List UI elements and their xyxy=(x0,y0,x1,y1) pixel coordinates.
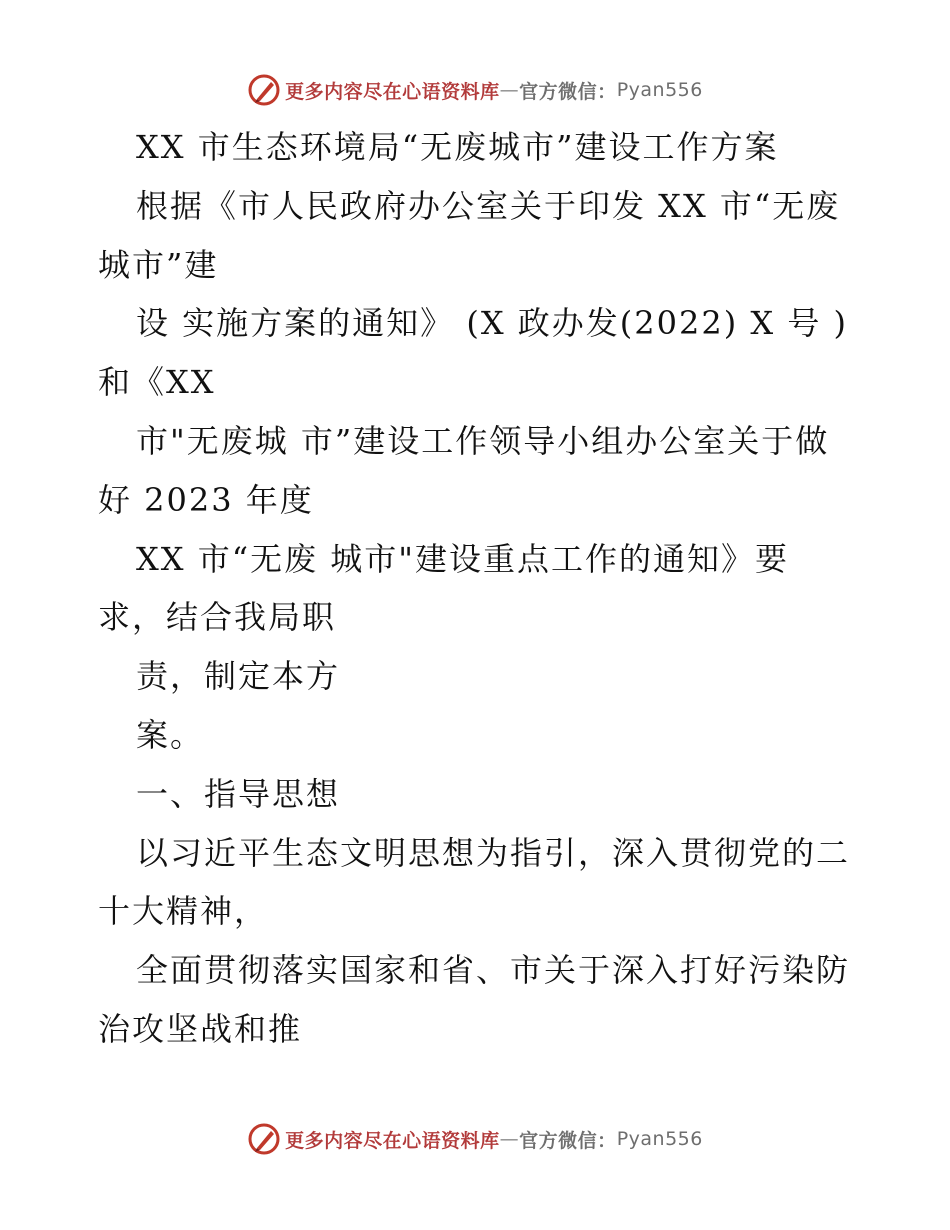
header-banner xyxy=(0,70,950,110)
footer-banner xyxy=(0,1119,950,1159)
pen-logo-icon xyxy=(247,1122,281,1156)
banner-separator: — xyxy=(499,79,520,101)
paragraph-line: 全面贯彻落实国家和省、市关于深入打好污染防 xyxy=(136,951,851,990)
banner-separator: — xyxy=(499,1128,520,1150)
paragraph-line: 十大精神， xyxy=(98,892,269,931)
paragraph-line: 案。 xyxy=(136,715,205,754)
paragraph-line: 求，结合我局职 xyxy=(98,598,337,637)
paragraph-line: 责，制定本方 xyxy=(136,657,341,696)
banner-main-text: 更多内容尽在心语资料库 xyxy=(285,80,500,103)
paragraph-line: XX 市“无废 城市"建设重点工作的通知》要 xyxy=(136,539,789,578)
paragraph-line: 好 2023 年度 xyxy=(98,480,314,519)
paragraph-line: 治攻坚战和推 xyxy=(98,1009,303,1048)
paragraph-line: 市"无废城 市”建设工作领导小组办公室关于做 xyxy=(136,421,830,460)
paragraph-line: 设 实施方案的通知》 (X 政办发(2022) X 号 ) xyxy=(136,304,848,343)
banner-wechat-id: Pyan556 xyxy=(616,1128,703,1150)
pen-logo-icon xyxy=(247,73,281,107)
document-body xyxy=(98,118,858,1059)
banner-wechat-id: Pyan556 xyxy=(616,79,703,101)
paragraph-line: 以习近平生态文明思想为指引，深入贯彻党的二 xyxy=(136,833,851,872)
document-title: XX 市生态环境局“无废城市”建设工作方案 xyxy=(136,128,779,166)
banner-wechat-label: 官方微信： xyxy=(519,80,617,103)
banner-wechat-label: 官方微信： xyxy=(519,1129,617,1152)
paragraph-line: 城市”建 xyxy=(98,245,219,284)
section-heading: 一、指导思想 xyxy=(136,774,341,813)
banner-main-text: 更多内容尽在心语资料库 xyxy=(285,1129,500,1152)
paragraph-line: 根据《市人民政府办公室关于印发 XX 市“无废 xyxy=(136,186,841,225)
paragraph-line: 和《XX xyxy=(98,363,216,402)
